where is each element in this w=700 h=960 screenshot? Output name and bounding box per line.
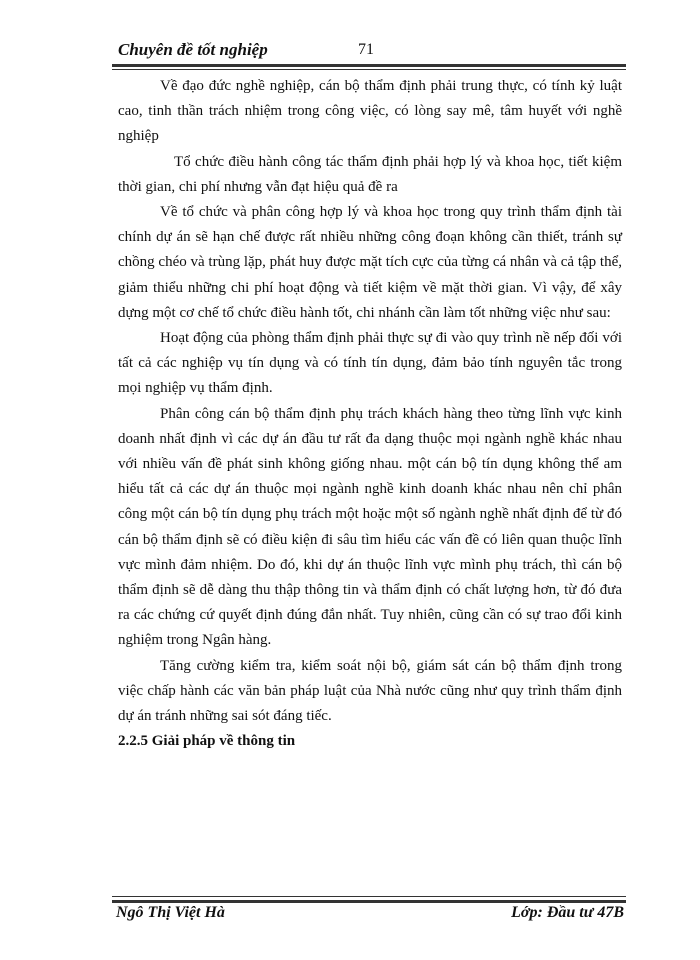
- footer-rule-thick: [112, 900, 626, 903]
- document-title: Chuyên đề tốt nghiệp: [118, 40, 268, 59]
- paragraph-appraisal-dept: Hoạt động của phòng thẩm định phải thực sự đi vào quy trình nề nếp đối với tất cả các nghiệp vụ tín dụng và có tính tín dụng, đảm bảo tính nguyên tắc trong mọi nghiệp vụ thẩm định.: [118, 330, 622, 397]
- paragraph-inspection: Tăng cường kiểm tra, kiểm soát nội bộ, giám sát cán bộ thẩm định trong việc chấp hành các văn bản pháp luật của Nhà nước cũng như quy trình thẩm định dự án tránh những sai sót đáng tiếc.: [118, 657, 622, 725]
- page-header: [112, 38, 626, 64]
- footer-rule-thin: [112, 896, 626, 897]
- paragraph-staff-assignment: Phân công cán bộ thẩm định phụ trách khách hàng theo từng lĩnh vực kinh doanh nhất định vì các dự án đầu tư rất đa dạng thuộc mọi ngành nghề khác nhau với nhiều vấn đề phát sinh không giống nhau. một cán bộ tín dụng không thể am hiểu tất cả các dự án thuộc mọi ngành nghề kinh doanh khác nhau nên chỉ phân công một cán bộ tín dụng phụ trách một hoặc một số ngành nghề nhất định để từ đó cán bộ thẩm định sẽ có điều kiện đi sâu tìm hiểu các vấn đề có liên quan thuộc lĩnh vực mình đảm nhiệm. Do đó, khi dự án thuộc lĩnh vực mình phụ trách, thì cán bộ thẩm định sẽ dễ dàng thu thập thông tin và thẩm định có chất lượng hơn, từ đó đưa ra các chứng cứ quyết định đúng đắn nhất. Tuy nhiên, cũng cần có sự trao đổi kinh nghiệm trong Ngân hàng.: [118, 405, 622, 649]
- header-rule-thin: [112, 69, 626, 70]
- header-rule-thick: [112, 64, 626, 67]
- paragraph-ethics: Về đạo đức nghề nghiệp, cán bộ thẩm định phải trung thực, có tính kỷ luật cao, tinh thần trách nhiệm trong công việc, có lòng say mê, tâm huyết với nghề nghiệp: [118, 78, 622, 145]
- paragraph-organization: Tổ chức điều hành công tác thẩm định phải hợp lý và khoa học, tiết kiệm thời gian, chi phí nhưng vẫn đạt hiệu quả đề ra: [118, 153, 622, 195]
- page-body: [118, 74, 622, 754]
- paragraph-assignment: Về tổ chức và phân công hợp lý và khoa học trong quy trình thẩm định tài chính dự án sẽ hạn chế được rất nhiều những công đoạn không cần thiết, tránh sự chồng chéo và trùng lặp, phát huy được mặt tích cực của từng cá nhân và cả tập thể, giảm thiểu những chi phí hoạt động và tiết kiệm về mặt thời gian. Vì vậy, để xây dựng một cơ chế tổ chức điều hành tốt, chi nhánh cần làm tốt những việc như sau:: [118, 204, 622, 321]
- footer-author: Ngô Thị Việt Hà: [116, 904, 225, 921]
- page-number: 71: [358, 41, 374, 58]
- section-heading: 2.2.5 Giải pháp về thông tin: [118, 733, 296, 750]
- footer-class: Lớp: Đầu tư 47B: [511, 904, 624, 921]
